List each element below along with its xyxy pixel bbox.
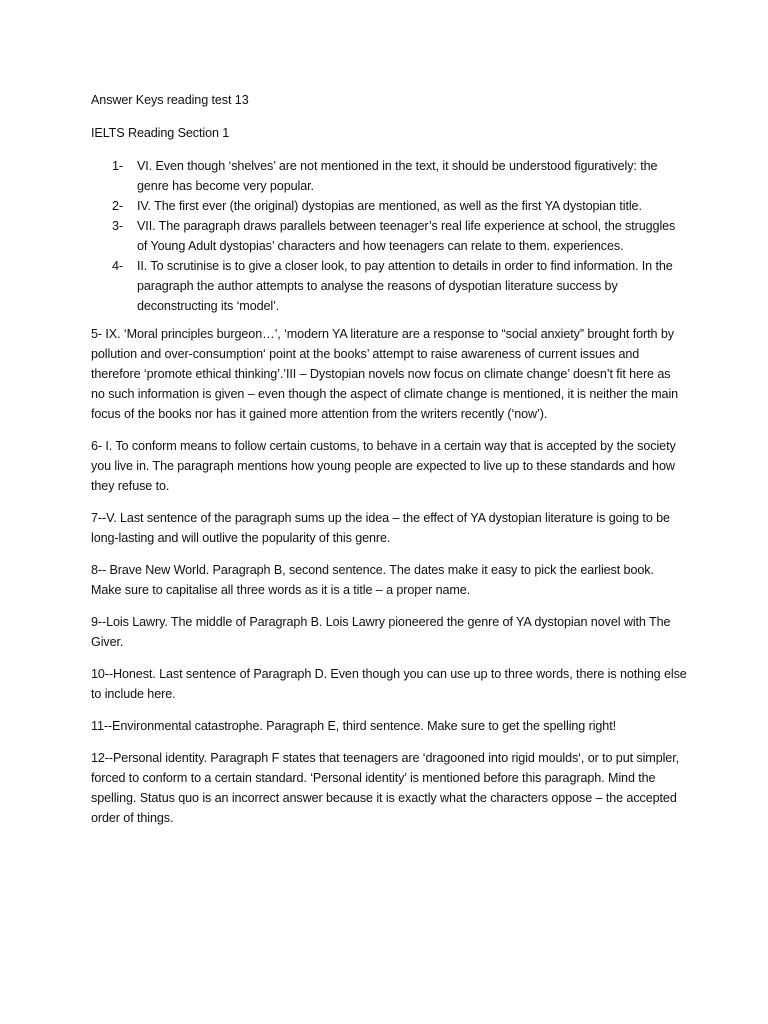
section-title: IELTS Reading Section 1	[91, 126, 230, 140]
document-title: Answer Keys reading test 13	[91, 93, 249, 107]
answer-paragraph-6: 6- I. To conform means to follow certain customs, to behave in a certain way that is accepted by the society you live in. The paragraph mentions how young people are expected to live up to these standards and how they refuse to.	[91, 439, 676, 493]
list-item-text: VII. The paragraph draws parallels between teenager’s real life experience at school, the struggles of Young Adult dystopias’ characters and how teenagers can relate to them. experiences.	[137, 219, 676, 253]
list-item-text: VI. Even though ‘shelves’ are not mentioned in the text, it should be understood figuratively: the genre has become very popular.	[137, 159, 658, 193]
numbered-list	[91, 156, 687, 316]
list-item-number: 1-	[112, 159, 123, 173]
answer-paragraph-5: 5- IX. ‘Moral principles burgeon…’, ‘modern YA literature are a response to “social anxiety” brought forth by pollution and over-consumption‘ point at the books’ attempt to raise awareness of current issues and therefore ‘promote ethical thinking’.’III – Dystopian novels now focus on climate change’ doesn’t fit here as no such information is given – even though the aspect of climate change is mentioned, it is neither the main focus of the books nor has it gained more attention from the writers recently (‘now’).	[91, 327, 679, 421]
document-page	[91, 90, 687, 840]
list-item-number: 4-	[112, 259, 123, 273]
list-item-text: II. To scrutinise is to give a closer look, to pay attention to details in order to find information. In the paragraph the author attempts to analyse the reasons of dyspotian literature success by deconstructing its ‘model’.	[137, 259, 673, 313]
list-item-number: 3-	[112, 219, 123, 233]
answer-paragraph-9: 9--Lois Lawry. The middle of Paragraph B. Lois Lawry pioneered the genre of YA dystopian novel with The Giver.	[91, 615, 671, 649]
answer-paragraph-7: 7--V. Last sentence of the paragraph sums up the idea – the effect of YA dystopian literature is going to be long-lasting and will outlive the popularity of this genre.	[91, 511, 670, 545]
answer-paragraph-11: 11--Environmental catastrophe. Paragraph E, third sentence. Make sure to get the spelling right!	[91, 719, 616, 733]
answer-paragraph-10: 10--Honest. Last sentence of Paragraph D. Even though you can use up to three words, there is nothing else to include here.	[91, 667, 687, 701]
answer-paragraph-12: 12--Personal identity. Paragraph F states that teenagers are ‘dragooned into rigid moulds‘, or to put simpler, forced to conform to a certain standard. ‘Personal identity’ is mentioned before this paragraph. Mind the spelling. Status quo is an incorrect answer because it is exactly what the characters oppose – the accepted order of things.	[91, 751, 679, 825]
list-item-number: 2-	[112, 199, 123, 213]
list-item	[91, 156, 687, 196]
list-item-text: IV. The first ever (the original) dystopias are mentioned, as well as the first YA dystopian title.	[137, 199, 642, 213]
list-item	[91, 256, 687, 316]
answer-paragraph-8: 8-- Brave New World. Paragraph B, second sentence. The dates make it easy to pick the earliest book. Make sure to capitalise all three words as it is a title – a proper name.	[91, 563, 654, 597]
list-item	[91, 216, 687, 256]
list-item	[91, 196, 687, 216]
